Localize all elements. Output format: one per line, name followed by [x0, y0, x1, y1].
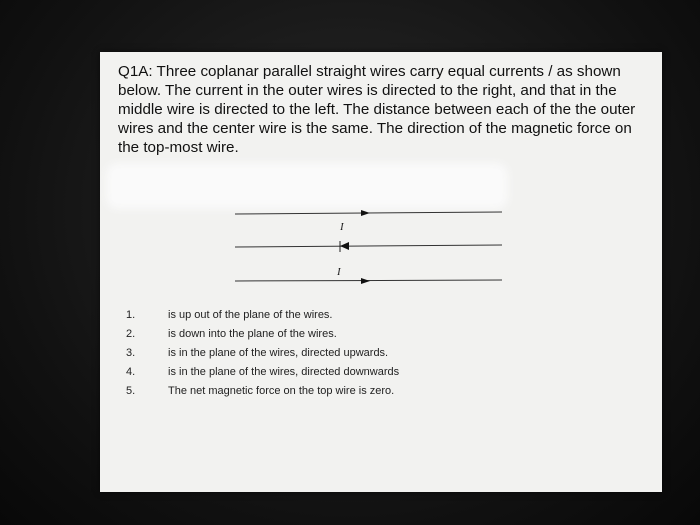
option-number: 1. [126, 309, 136, 321]
option-3[interactable] [112, 346, 442, 361]
answer-options [112, 308, 442, 403]
question-text: Q1A: Three coplanar parallel straight wires carry equal currents / as shown below. The current in the outer wires is directed to the right, and that in the middle wire is directed to the left. The distance between each of the the outer wires and the center wire is the same. The direction of the magnetic force on the top-most wire. [118, 63, 636, 156]
bottom-wire-arrow-right-icon [361, 278, 370, 284]
option-2[interactable] [112, 327, 442, 342]
option-4[interactable] [112, 365, 442, 380]
slide [100, 52, 662, 492]
option-text: is in the plane of the wires, directed upwards. [168, 347, 389, 359]
option-text: The net magnetic force on the top wire is zero. [168, 385, 395, 397]
option-1[interactable] [112, 308, 442, 323]
top-wire-label: I [340, 221, 344, 233]
top-wire-arrow-right-icon [361, 210, 370, 216]
redacted-area [112, 169, 502, 203]
wire-diagram [230, 202, 510, 292]
option-number: 3. [126, 347, 136, 359]
option-number: 5. [126, 385, 136, 397]
option-text: is down into the plane of the wires. [168, 328, 337, 340]
bottom-wire-label: I [337, 266, 341, 278]
middle-wire-arrow-left-icon [340, 242, 349, 250]
option-text: is up out of the plane of the wires. [168, 309, 333, 321]
option-5[interactable] [112, 384, 442, 399]
option-number: 2. [126, 328, 136, 340]
middle-wire [235, 245, 502, 247]
option-text: is in the plane of the wires, directed downwards [168, 366, 400, 378]
option-number: 4. [126, 366, 136, 378]
